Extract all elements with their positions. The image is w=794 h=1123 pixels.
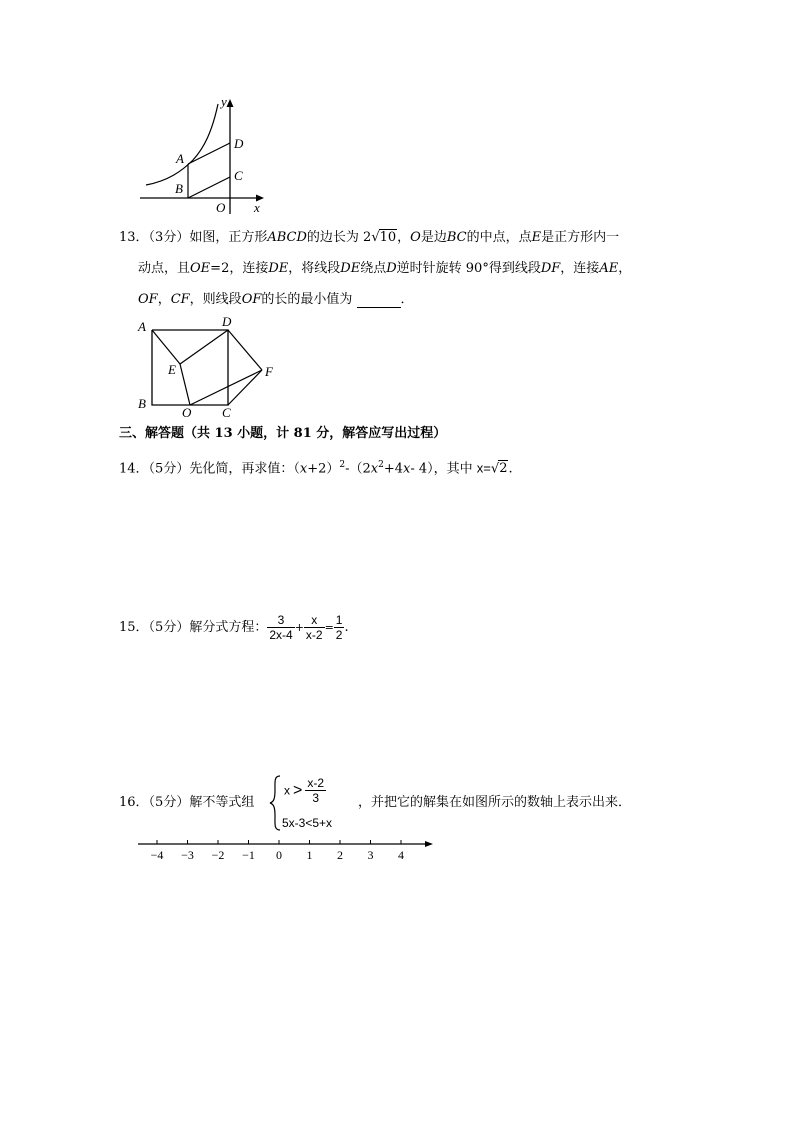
q13-text: =2，连接 xyxy=(210,261,269,276)
q13-text: ，连接 xyxy=(560,261,600,276)
number-line-tick-label: 0 xyxy=(276,848,282,862)
q13-var: BC xyxy=(446,230,467,245)
number-line-tick-label: −2 xyxy=(211,848,225,862)
q13-text: ， xyxy=(157,292,171,307)
q13-text: ， xyxy=(397,230,411,245)
question-15 xyxy=(119,610,349,646)
q14-text: - 4），其中 xyxy=(410,461,473,477)
equals-sign: = xyxy=(324,621,334,634)
q14-text: 先化简，再求值：（ xyxy=(189,461,300,477)
segment-de xyxy=(180,330,228,364)
segment-of xyxy=(190,370,262,405)
fraction-numerator: x-2 xyxy=(307,776,325,790)
label-c: C xyxy=(222,405,231,418)
q13-text: ， xyxy=(618,261,632,276)
left-brace-icon xyxy=(268,774,282,832)
question-13-line-2 xyxy=(138,261,631,277)
q13-var: E xyxy=(531,230,542,245)
segment-bc xyxy=(188,177,230,198)
figure-q12-graph xyxy=(138,96,268,218)
segment-df xyxy=(228,330,262,370)
q13-text: 逆时针旋转 90°得到线段 xyxy=(396,261,541,276)
q13-text: 动点，且 xyxy=(138,261,191,276)
y-axis-arrow-icon xyxy=(227,99,234,107)
question-13-line-1: 13．（3分）如图，正方形ABCD的边长为 2√10，O是边BC的中点，点E是正方形内一 xyxy=(119,230,620,245)
number-line-tick-label: −4 xyxy=(150,848,164,862)
q14-condition: x= xyxy=(476,460,491,476)
label-b: B xyxy=(138,396,146,411)
q13-var: AE xyxy=(599,261,619,276)
number-line xyxy=(136,836,436,864)
q14-exponent: 2 xyxy=(339,460,346,470)
fraction-numerator: 3 xyxy=(267,613,294,628)
q13-text: 是正方形内一 xyxy=(541,230,620,245)
q13-text: 是边 xyxy=(420,230,447,245)
q13-var: OF xyxy=(241,292,262,307)
question-number: 16． xyxy=(119,795,149,810)
q13-var: O xyxy=(410,230,421,245)
q13-var: ABCD xyxy=(267,230,307,245)
number-line-tick-label: 3 xyxy=(367,848,374,862)
label-d: D xyxy=(234,136,244,151)
q13-text: 的边长为 2 xyxy=(306,230,372,245)
number-line-tick-label: −1 xyxy=(242,848,255,862)
q14-sqrt: 2 xyxy=(499,461,508,477)
number-line-tick-label: 4 xyxy=(398,848,404,862)
question-score: （5分） xyxy=(148,620,190,635)
fraction-2 xyxy=(304,613,325,642)
label-a: A xyxy=(176,151,184,166)
fraction-denominator: 2 xyxy=(335,628,343,642)
fraction-1 xyxy=(267,613,294,642)
fraction-3 xyxy=(334,613,345,642)
question-number: 15． xyxy=(119,620,149,635)
label-a: A xyxy=(138,319,146,334)
number-line-tick-label: 1 xyxy=(306,848,313,862)
label-f: F xyxy=(265,364,273,379)
question-16-suffix: ，并把它的解集在如图所示的数轴上表示出来． xyxy=(358,795,632,810)
question-number: 13． xyxy=(119,230,149,245)
q13-text: 如图，正方形 xyxy=(189,230,268,245)
q13-var: OE xyxy=(190,261,211,276)
q14-text: +4 xyxy=(383,461,404,477)
question-score: （5分） xyxy=(148,795,190,810)
q14-exponent: 2 xyxy=(378,460,384,470)
number-line-arrow-icon xyxy=(425,841,433,847)
inequality-1-left: x xyxy=(284,783,290,798)
fraction-numerator: 1 xyxy=(335,613,343,627)
label-b: B xyxy=(175,181,183,196)
segment-ad xyxy=(188,143,230,164)
greater-than-sign: > xyxy=(293,781,303,799)
question-13-line-3 xyxy=(138,292,414,308)
q14-text: +2） xyxy=(307,461,340,477)
fraction-denominator: 2x-4 xyxy=(269,628,293,642)
q16-text: 解不等式组 xyxy=(189,795,255,810)
q13-text: 的中点，点 xyxy=(466,230,532,245)
fraction-numerator: x xyxy=(304,613,325,628)
q13-text: ，则线段 xyxy=(189,292,242,307)
label-o: O xyxy=(182,405,192,418)
question-score: （5分） xyxy=(148,461,190,477)
segment-ae xyxy=(152,330,180,364)
label-y: y xyxy=(221,96,227,109)
segment-cf xyxy=(228,370,262,405)
question-16-prefix xyxy=(119,795,254,811)
label-o: O xyxy=(216,200,226,215)
q13-var: D xyxy=(386,261,397,276)
q13-text: 的长的最小值为 xyxy=(261,292,353,307)
segment-eo xyxy=(180,364,190,405)
number-line-tick-label: 2 xyxy=(337,848,343,862)
inequality-1-fraction xyxy=(305,776,326,805)
question-number: 14． xyxy=(119,461,149,477)
q14-text: -（2 xyxy=(345,461,371,477)
q14-var: x xyxy=(403,461,411,477)
fraction-denominator: 3 xyxy=(312,791,320,805)
question-score: （3分） xyxy=(148,230,190,245)
q13-text: 绕点 xyxy=(360,261,387,276)
question-14: 14．（5分）先化简，再求值：$(x+2)^2-(2x^2+4x-$ 4），其中 x=√2. xyxy=(119,460,513,477)
inequality-2: 5x-3<5+x xyxy=(282,816,333,830)
q13-end: ． xyxy=(400,292,414,307)
q14-var: x xyxy=(370,461,379,477)
q13-var: DF xyxy=(540,261,561,276)
q13-var: DE xyxy=(268,261,289,276)
q13-var: CF xyxy=(170,292,190,307)
q13-text: ，将线段 xyxy=(288,261,341,276)
q14-var: x xyxy=(299,461,308,477)
plus-sign: + xyxy=(294,621,304,634)
label-c: C xyxy=(234,168,243,183)
answer-blank[interactable] xyxy=(357,295,401,308)
exponential-curve xyxy=(146,104,218,185)
label-x: x xyxy=(254,200,260,215)
q15-text: 解分式方程： xyxy=(189,620,268,635)
square-abcd xyxy=(152,330,228,405)
q13-var: OF xyxy=(138,292,158,307)
figure-q13-square xyxy=(136,314,280,418)
label-e: E xyxy=(168,362,176,377)
fraction-denominator: x-2 xyxy=(305,628,323,642)
q15-end: . xyxy=(344,620,349,635)
label-d: D xyxy=(222,314,232,329)
q14-end: . xyxy=(508,461,513,477)
inequality-1 xyxy=(284,776,326,805)
section-heading: 三、解答题（共 13 小题，计 81 分，解答应写出过程） xyxy=(119,426,447,441)
q13-sqrt: 10 xyxy=(379,230,397,245)
q13-var: DE xyxy=(340,261,361,276)
number-line-tick-label: −3 xyxy=(181,848,194,862)
